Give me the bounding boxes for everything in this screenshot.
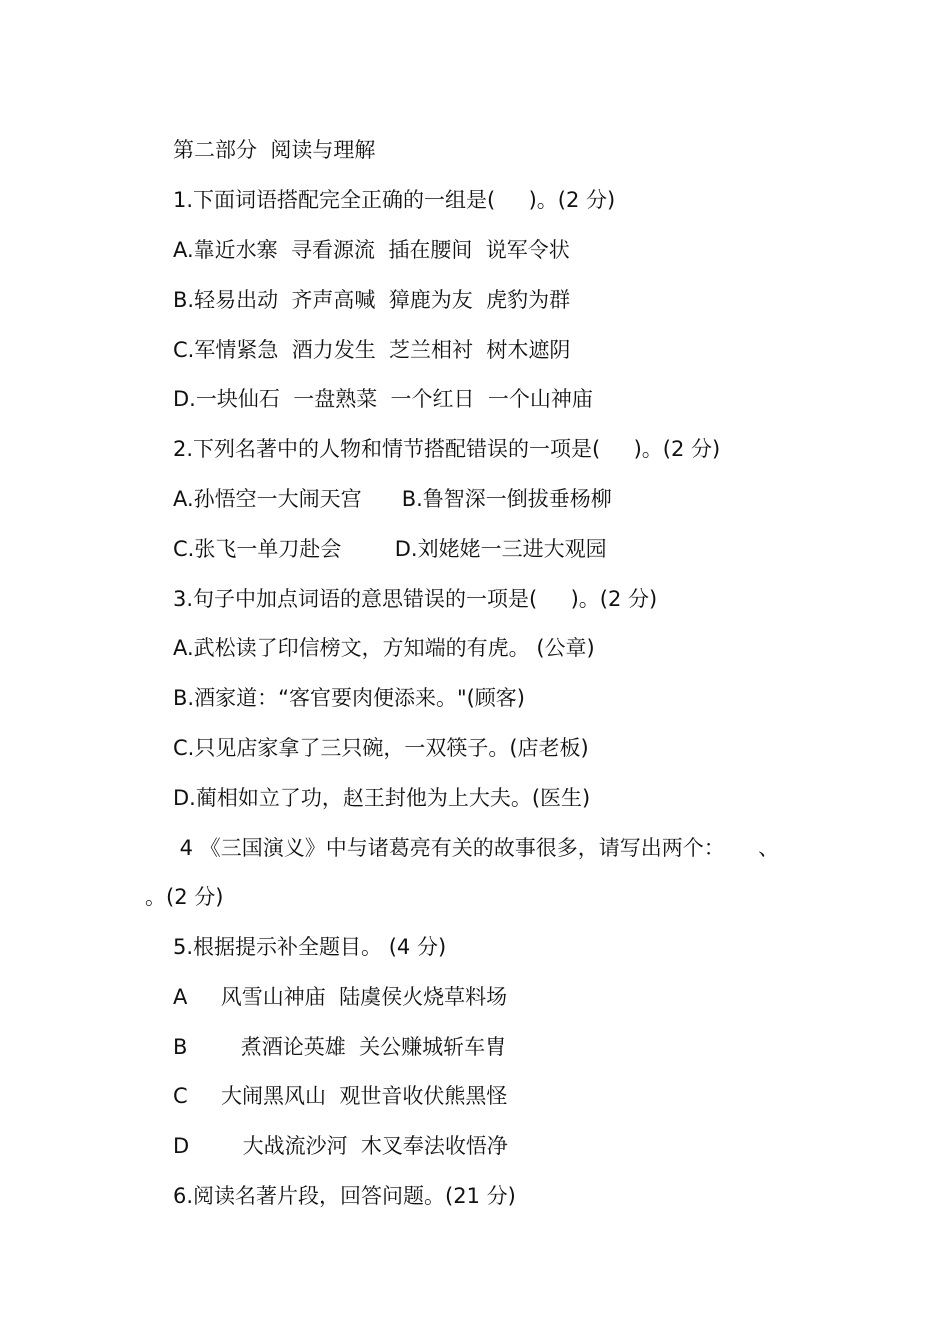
section-heading: 第二部分 阅读与理解 [173,138,376,162]
question-2-stem: 2.下列名著中的人物和情节搭配错误的一项是( )。(2 分) [173,437,721,461]
question-5-item-b: B 煮酒论英雄 关公赚城斩车胄 [173,1035,507,1059]
question-2-options-ab: A.孙悟空一大闹天宫 B.鲁智深一倒拔垂杨柳 [173,487,612,511]
question-3-option-a: A.武松读了印信榜文，方知端的有虎。 (公章) [173,636,595,660]
question-5-item-c: C 大闹黑风山 观世音收伏熊黑怪 [173,1084,508,1108]
question-1-option-d: D.一块仙石 一盘熟菜 一个红日 一个山神庙 [173,387,593,411]
question-4-continuation: 。(2 分) [145,885,224,909]
question-5-item-d: D 大战流沙河 木叉奉法收悟净 [173,1134,508,1158]
question-2-options-cd: C.张飞一单刀赴会 D.刘姥姥一三进大观园 [173,537,607,561]
question-4-stem: 4 《三国演义》中与诸葛亮有关的故事很多，请写出两个： 、 [173,836,780,860]
question-5-item-a: A 风雪山神庙 陆虞侯火烧草料场 [173,985,508,1009]
question-1-option-a: A.靠近水寨 寻看源流 插在腰间 说军令状 [173,238,570,262]
question-5-stem: 5.根据提示补全题目。 (4 分) [173,935,447,959]
question-1-option-b: B.轻易出动 齐声高喊 獐鹿为友 虎豹为群 [173,288,571,312]
question-3-option-d: D.蔺相如立了功，赵王封他为上大夫。(医生) [173,786,591,810]
question-6-stem: 6.阅读名著片段，回答问题。(21 分) [173,1184,516,1208]
question-3-option-b: B.酒家道：“客官要肉便添来。"(顾客) [173,686,526,710]
question-1-stem: 1.下面词语搭配完全正确的一组是( )。(2 分) [173,188,616,212]
question-3-stem: 3.句子中加点词语的意思错误的一项是( )。(2 分) [173,587,658,611]
question-1-option-c: C.军情紧急 酒力发生 芝兰相衬 树木遮阴 [173,338,571,362]
question-3-option-c: C.只见店家拿了三只碗，一双筷子。(店老板) [173,736,589,760]
